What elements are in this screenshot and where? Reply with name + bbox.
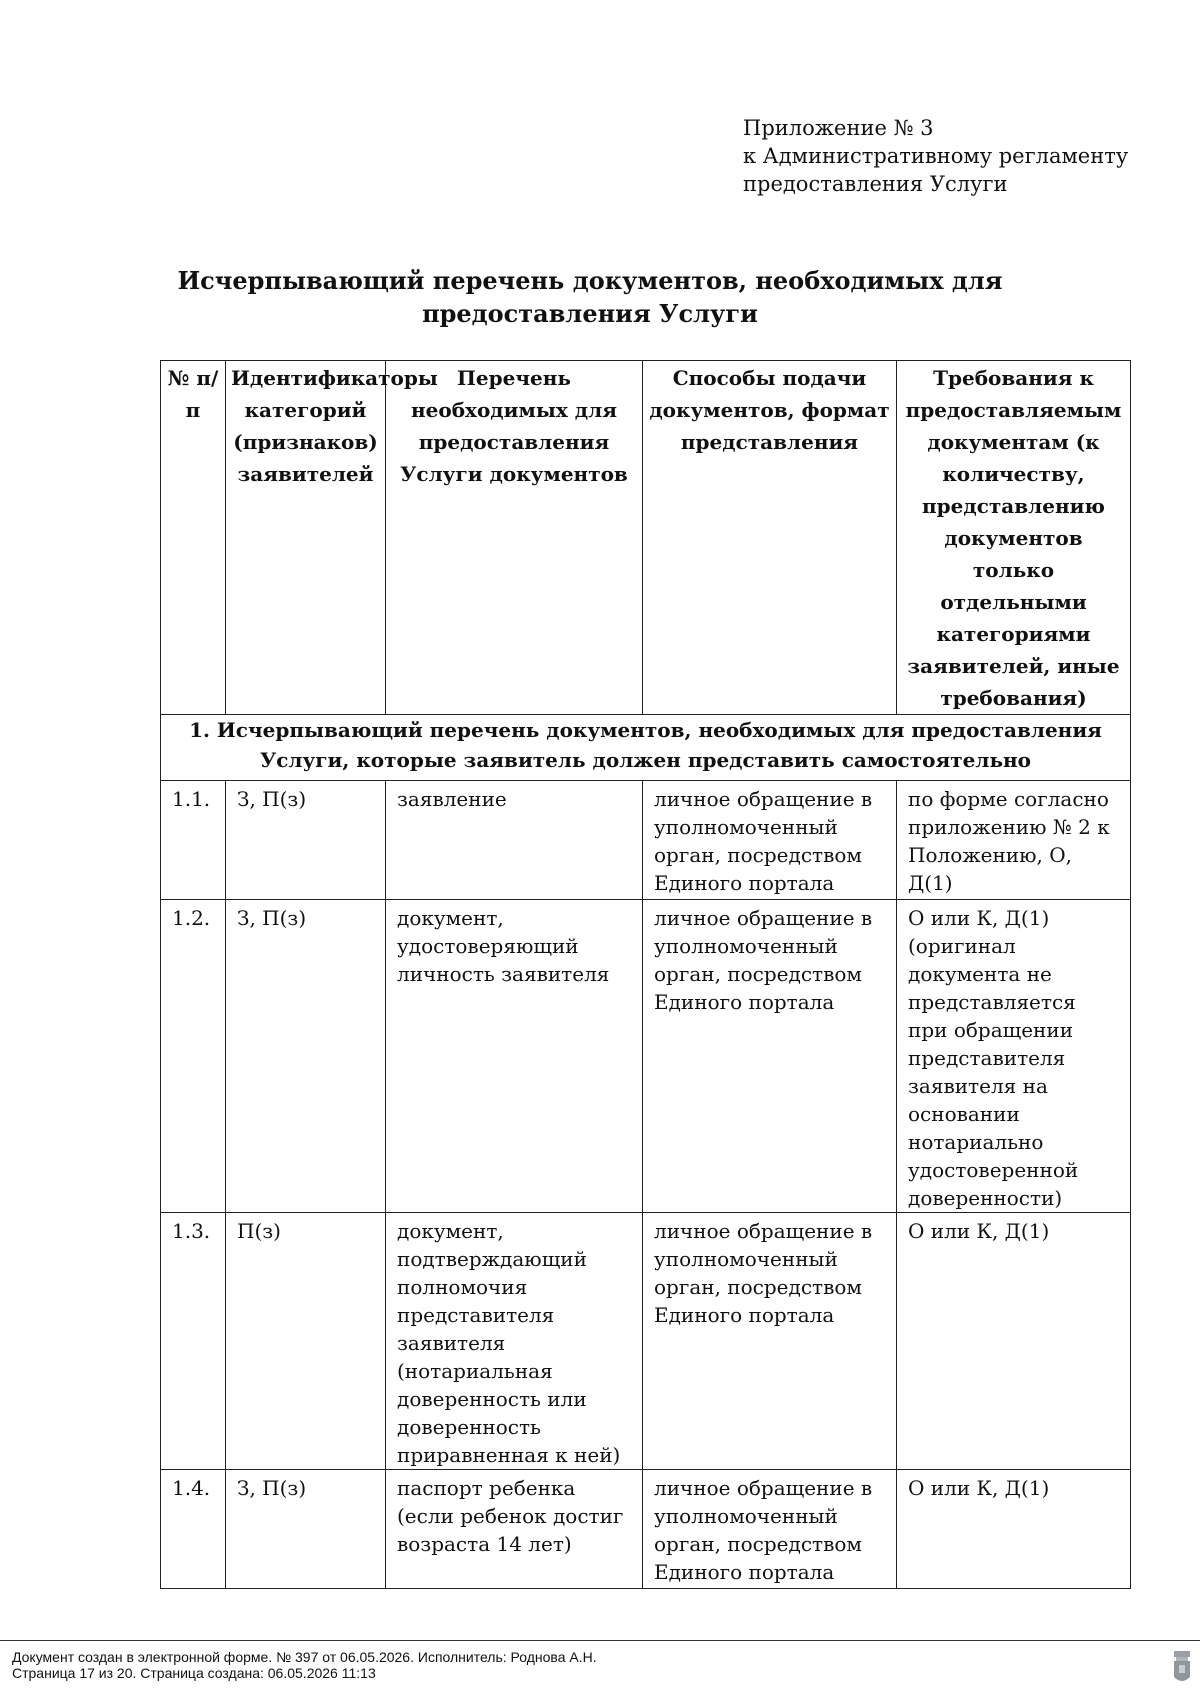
document-title-line: предоставления Услуги — [422, 299, 758, 328]
row-categories: З, П(з) — [226, 1470, 386, 1589]
row-submission: личное обращение в уполномоченный орган, посредством Единого портала — [643, 900, 897, 1213]
footer-line: Документ создан в электронной форме. № 397 от 06.05.2026. Исполнитель: Роднова А.Н. — [12, 1649, 597, 1665]
appendix-note-line: предоставления Услуги — [743, 172, 1008, 196]
documents-table — [160, 360, 1131, 1589]
row-submission: личное обращение в уполномоченный орган, посредством Единого портала — [643, 781, 897, 900]
table-row — [161, 1213, 1131, 1470]
table-row — [161, 1470, 1131, 1589]
row-requirements: О или К, Д(1) — [897, 1470, 1131, 1589]
header-submission: Способы подачи документов, формат представления — [643, 361, 897, 715]
header-requirements: Требования к предоставляемым документам (к количеству, представлению документов только отдельными категориями заявителей, иные требования) — [897, 361, 1131, 715]
row-categories: З, П(з) — [226, 781, 386, 900]
row-number: 1.1. — [161, 781, 226, 900]
header-documents: Перечень необходимых для предоставления Услуги документов — [386, 361, 643, 715]
table-row — [161, 781, 1131, 900]
header-categories: Идентификаторы категорий (признаков) заявителей — [226, 361, 386, 715]
row-categories: П(з) — [226, 1213, 386, 1470]
document-title-line: Исчерпывающий перечень документов, необходимых для — [177, 266, 1003, 295]
row-number: 1.2. — [161, 900, 226, 1213]
footer-line: Страница 17 из 20. Страница создана: 06.05.2026 11:13 — [12, 1665, 376, 1681]
section-heading: 1. Исчерпывающий перечень документов, необходимых для предоставления Услуги, которые заявитель должен представить самостоятельно — [161, 715, 1131, 781]
document-footer — [0, 1640, 1200, 1681]
row-requirements: по форме согласно приложению № 2 к Положению, О, Д(1) — [897, 781, 1131, 900]
section-row — [161, 715, 1131, 781]
appendix-note-line: к Административному регламенту — [743, 144, 1129, 168]
row-submission: личное обращение в уполномоченный орган, посредством Единого портала — [643, 1470, 897, 1589]
row-requirements: О или К, Д(1) — [897, 1213, 1131, 1470]
row-requirements: О или К, Д(1) (оригинал документа не представляется при обращении представителя заявителя на основании нотариально удостоверенной доверенности) — [897, 900, 1131, 1213]
table-header-row — [161, 361, 1131, 715]
row-number: 1.3. — [161, 1213, 226, 1470]
row-number: 1.4. — [161, 1470, 226, 1589]
document-title — [150, 264, 1030, 330]
row-document: заявление — [386, 781, 643, 900]
row-document: документ, удостоверяющий личность заявителя — [386, 900, 643, 1213]
appendix-note — [743, 114, 1128, 198]
header-number: № п/п — [161, 361, 226, 715]
footer-text — [12, 1649, 597, 1681]
row-document: паспорт ребенка (если ребенок достиг возраста 14 лет) — [386, 1470, 643, 1589]
table-row — [161, 900, 1131, 1213]
coat-of-arms-icon — [1171, 1649, 1193, 1687]
appendix-note-line: Приложение № 3 — [743, 116, 934, 140]
row-submission: личное обращение в уполномоченный орган, посредством Единого портала — [643, 1213, 897, 1470]
row-categories: З, П(з) — [226, 900, 386, 1213]
row-document: документ, подтверждающий полномочия представителя заявителя (нотариальная доверенность или доверенность приравненная к ней) — [386, 1213, 643, 1470]
